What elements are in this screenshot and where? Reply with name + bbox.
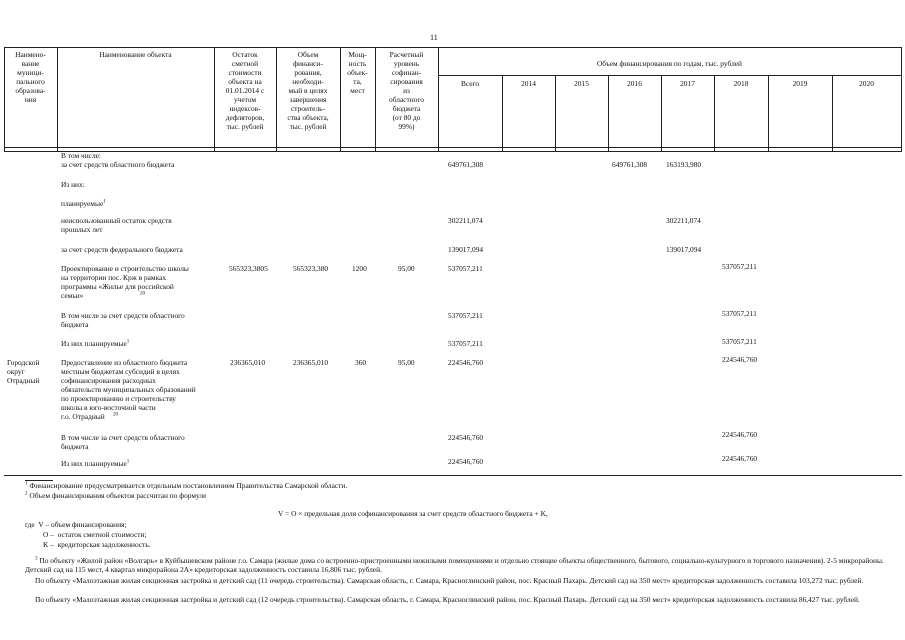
cell-total: 224546,760 [448, 358, 484, 367]
cell-capacity: 1200 [352, 264, 367, 273]
cell-total: 224546,760 [448, 457, 484, 466]
header-year: 2018 [733, 79, 749, 88]
cell-cofinancing-level: 95,00 [398, 358, 415, 367]
formula-legend-k: K – кредиторская задолженность. [43, 540, 151, 549]
row-label: Проектирование и строительство школы на территории пос. Крж в рамках программы «Жилье для российской семьи» [61, 264, 189, 300]
cell-total: 537057,211 [448, 264, 483, 273]
cell-2018: 537057,211 [722, 262, 757, 271]
cell-2018: 537057,211 [722, 337, 757, 346]
row-label: Из них планируемые$^1$ [61, 339, 130, 348]
table-border-right [901, 47, 902, 151]
cell-total: 224546,760 [448, 433, 484, 442]
cell-remaining-cost: 236365,010 [230, 358, 266, 367]
header-year: 2019 [792, 79, 808, 88]
row-label: за счет средств федерального бюджета [61, 245, 183, 254]
footnote-2: $^2$ Объем финансирования объектов рассчитан по формуле [25, 491, 207, 500]
formula-legend-v: где V – объем финансирования; [25, 520, 127, 529]
cell-2018: 224546,760 [722, 355, 758, 364]
header-year: 2020 [859, 79, 874, 88]
cell-2018: 537057,211 [722, 309, 757, 318]
header-year: 2014 [521, 79, 536, 88]
header-total: Всего [460, 79, 480, 88]
row-municipality: Городской округ Отрадный [7, 358, 40, 385]
row-label: Из них: [61, 180, 85, 189]
cell-total: 139017,094 [448, 245, 484, 254]
table-bottom-border [4, 475, 902, 476]
cell-cofinancing-level: 95,00 [398, 264, 415, 273]
header-municipality: Наимено- вание муници- пального образова- ния [15, 50, 46, 104]
cell-2018: 224546,760 [722, 430, 758, 439]
header-financing-by-years: Объем финансирования по годам, тыс. рублей [596, 59, 743, 68]
header-capacity: Мощ- ность объек- та, мест [347, 50, 368, 95]
row-label: неиспользованный остаток средств прошлых лет [61, 216, 172, 234]
header-year: 2016 [627, 79, 642, 88]
page-number: 11 [430, 33, 438, 42]
cell-2017: 302211,074 [666, 216, 701, 225]
header-year: 2015 [574, 79, 589, 88]
col-divider [57, 47, 58, 151]
formula: V = O × предельная доля софинансирования за счет средств областного бюджета + K, [278, 509, 548, 518]
header-required-funding: Объем финанси- рования, необходи- мый в целях завершения строитель- ства объекта, тыс. рублей [287, 50, 329, 131]
row-label: Из них планируемые$^1$ [61, 459, 130, 468]
header-remaining-cost: Остаток сметной стоимости объекта на 01.01.2014 с учетом индексов- дефляторов, тыс. рублей [225, 50, 265, 131]
cell-capacity: 360 [355, 358, 367, 367]
cell-2017: 163193,980 [666, 160, 702, 169]
footnote-3-paragraph: По объекту «Малоэтажная жилая секционная застройка и детский сад (11 очередь строительства). Самарская область, г. Самара, Красноглинский район, пос. Красный Пахарь. Детский сад на 350 мест» кредиторская задолженность составила 103,272 тыс. рублей. [35, 576, 864, 585]
footnote-3-paragraph: По объекту «Малоэтажная жилая секционная застройка и детский сад (12 очередь строительства). Самарская область, г. Самара, Красноглинский район, пос. Красный Пахарь. Детский сад на 350 мест» кредиторская задолженность составила 86,427 тыс. рублей. [35, 595, 860, 604]
header-object-name: Наименование объекта [99, 50, 172, 59]
cell-remaining-cost: 565323,3805 [229, 264, 268, 273]
row-label: В том числе: за счет средств областного бюджета [61, 151, 175, 169]
formula-legend-o: O – остаток сметной стоимости; [43, 530, 147, 539]
cell-total: 302211,074 [448, 216, 483, 225]
cell-2018: 224546,760 [722, 454, 758, 463]
row-label: В том числе за счет средств областного бюджета [61, 311, 185, 329]
footnote-1: $^1$ Финансирование предусматривается отдельным постановлением Правительства Самарской области. [25, 481, 348, 490]
row-label: Предоставление из областного бюджета местным бюджетам субсидий в целях софинансирования расходных обязательств муниципальных образований по проектированию и строительству школы в юго-восточной части г.о. Отрадный [61, 358, 196, 421]
footnote-3: $^3$ По объекту «Жилой район «Волгарь» в Куйбышевском районе г.о. Самара (жилые дома со встроенно-пристроенными нежилыми помещениями и отдельно стоящие объекты общественного, бытового, социально-культурного и торгового назначения). 2-5 микрорайоны. Детский сад на 115 мест, 4 квартал микрорайона 2А» кредиторская задолженность составила 16,806 тыс. рублей. [25, 556, 884, 574]
cell-required-funding: 236365,010 [293, 358, 329, 367]
header-year: 2017 [680, 79, 695, 88]
row-label-footnote-mark: 20 [113, 412, 118, 418]
table-top-border [4, 47, 902, 48]
cell-2016: 649761,308 [612, 160, 648, 169]
cell-total: 537057,211 [448, 339, 483, 348]
row-label-footnote-mark: 20 [140, 291, 145, 297]
cell-2017: 139017,094 [666, 245, 702, 254]
row-label: В том числе за счет средств областного бюджета [61, 433, 185, 451]
header-cofinancing-level: Расчетный уровень софинан- сирования из областного бюджета (от 80 до 99%) [389, 50, 424, 131]
cell-total: 537057,211 [448, 311, 483, 320]
cell-total: 649761,308 [448, 160, 484, 169]
cell-required-funding: 565323,380 [293, 264, 329, 273]
row-label: планируемые$^1$ [61, 199, 106, 208]
